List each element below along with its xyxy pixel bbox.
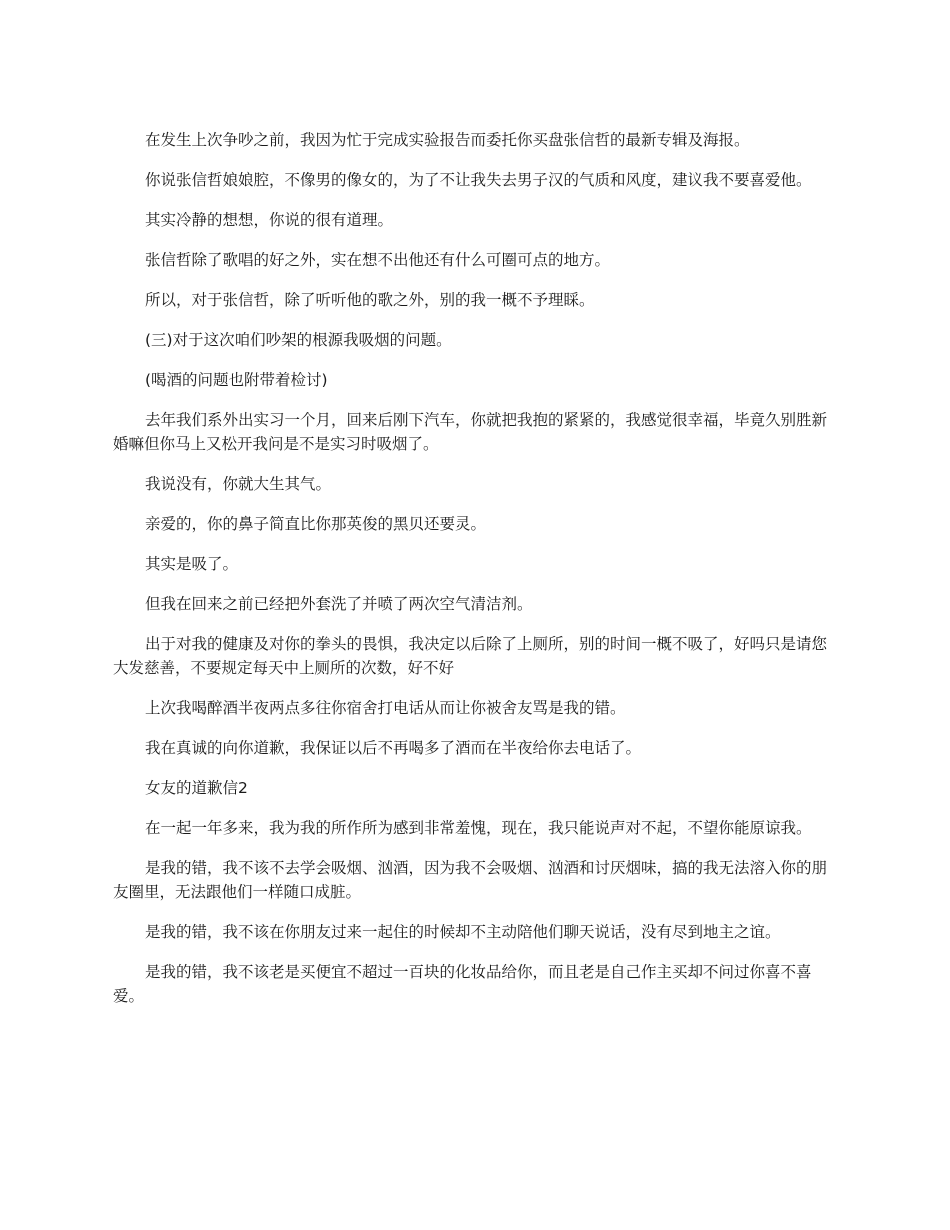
paragraph: 但我在回来之前已经把外套洗了并喷了两次空气清洁剂。 [145,595,533,613]
paragraph: 上次我喝醉酒半夜两点多往你宿舍打电话从而让你被舍友骂是我的错。 [145,699,626,717]
paragraph: 是我的错，我不该不去学会吸烟、汹酒，因为我不会吸烟、汹酒和讨厌烟味，搞的我无法溶入你的朋友圈里，无法跟他们一样随口成脏。 [113,859,828,901]
paragraph: 你说张信哲娘娘腔，不像男的像女的，为了不让我失去男子汉的气质和风度，建议我不要喜爱他。 [145,171,812,189]
paragraph: 所以，对于张信哲，除了听听他的歌之外，别的我一概不予理睬。 [145,291,595,309]
paragraph: 是我的错，我不该在你朋友过来一起住的时候却不主动陪他们聊天说话，没有尽到地主之谊。 [145,923,781,941]
section-heading: (三)对于这次咱们吵架的根源我吸烟的问题。 [145,331,452,349]
paragraph: 张信哲除了歌唱的好之外，实在想不出他还有什么可圈可点的地方。 [145,251,611,269]
paragraph: 我在真诚的向你道歉，我保证以后不再喝多了酒而在半夜给你去电话了。 [145,739,642,757]
paragraph: 出于对我的健康及对你的拳头的畏惧，我决定以后除了上厕所，别的时间一概不吸了，好吗只是请您大发慈善，不要规定每天中上厕所的次数，好不好 [113,635,828,677]
section-title: 女友的道歉信2 [145,779,248,797]
paragraph: 亲爱的，你的鼻子简直比你那英俊的黑贝还要灵。 [145,515,487,533]
paragraph: 我说没有，你就大生其气。 [145,475,332,493]
paragraph: 在一起一年多来，我为我的所作所为感到非常羞愧，现在，我只能说声对不起，不望你能原谅我。 [145,819,812,837]
paragraph: (喝酒的问题也附带着检讨) [145,371,328,389]
paragraph: 去年我们系外出实习一个月，回来后刚下汽车，你就把我抱的紧紧的，我感觉很幸福，毕竟久别胜新婚嘛但你马上又松开我问是不是实习时吸烟了。 [113,411,828,453]
document-body [113,128,833,1024]
paragraph: 其实冷静的想想，你说的很有道理。 [145,211,394,229]
paragraph: 是我的错，我不该老是买便宜不超过一百块的化妆品给你，而且老是自己作主买却不问过你喜不喜爱。 [113,963,812,1005]
paragraph: 其实是吸了。 [145,555,239,573]
paragraph: 在发生上次争吵之前，我因为忙于完成实验报告而委托你买盘张信哲的最新专辑及海报。 [145,131,750,149]
